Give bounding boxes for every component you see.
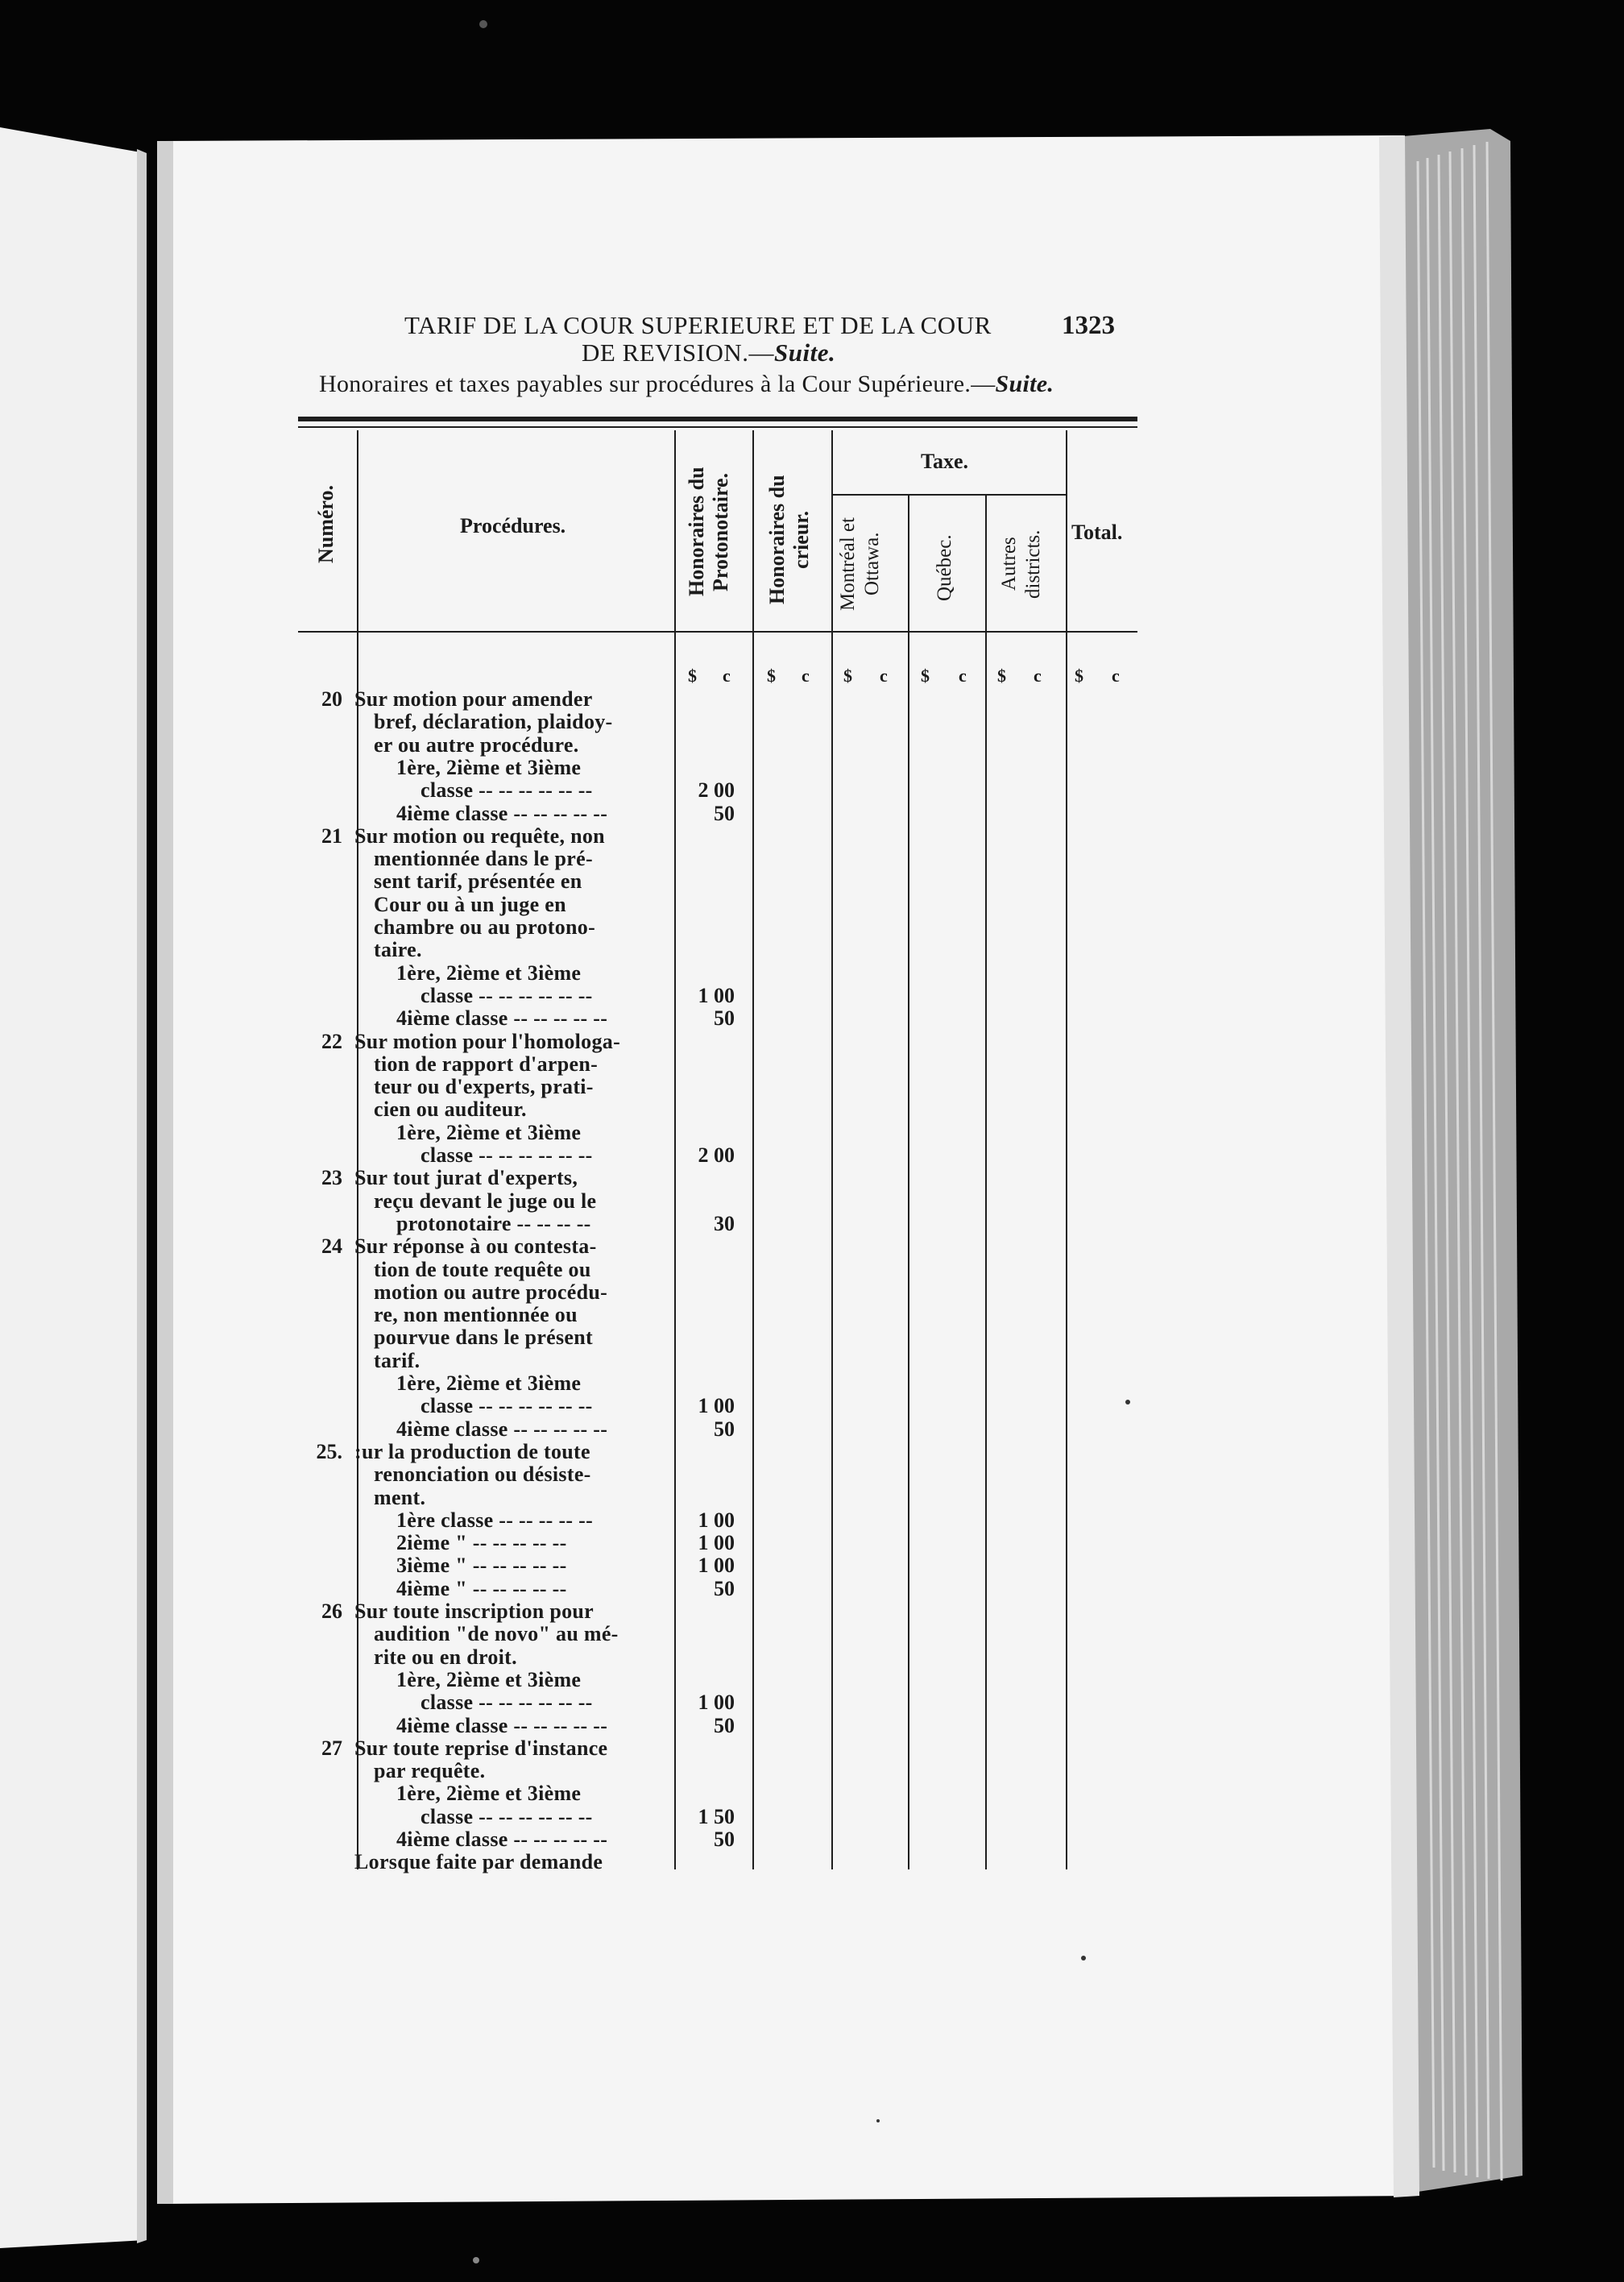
currency-cents: c xyxy=(880,666,888,686)
protonotaire-fee: 30 xyxy=(714,1211,735,1235)
procedure-line: 4ième classe -- -- -- -- -- xyxy=(396,1713,608,1737)
procedure-line: bref, déclaration, plaidoy- xyxy=(374,710,613,734)
procedure-line: pourvue dans le présent xyxy=(374,1326,593,1350)
table-subtitle xyxy=(319,371,1054,398)
page-number: 1323 xyxy=(1062,311,1115,340)
procedure-line: :ur la production de toute xyxy=(354,1439,590,1463)
procedure-line: protonotaire -- -- -- -- xyxy=(396,1211,591,1235)
row-number: 24 xyxy=(321,1234,342,1259)
row-number: 23 xyxy=(321,1166,342,1190)
procedure-line: 1ère, 2ième et 3ième xyxy=(396,1667,582,1691)
procedure-line: tion de rapport d'arpen- xyxy=(374,1052,599,1076)
row-number: 22 xyxy=(321,1029,342,1053)
procedure-line: 4ième classe -- -- -- -- -- xyxy=(396,1006,608,1031)
protonotaire-fee: 50 xyxy=(714,801,735,825)
procedure-line: sent tarif, présentée en xyxy=(374,869,582,894)
currency-cents: c xyxy=(723,666,731,686)
header-suite: Suite. xyxy=(774,338,836,367)
procedure-line: taire. xyxy=(374,938,422,962)
procedure-line: Sur tout jurat d'experts, xyxy=(354,1166,578,1190)
row-number: 27 xyxy=(321,1736,342,1760)
currency-dollar: $ xyxy=(843,666,852,686)
procedure-line: 1ère, 2ième et 3ième xyxy=(396,1371,582,1395)
procedure-line: par requête. xyxy=(374,1759,486,1783)
subtitle-suite: Suite. xyxy=(995,371,1054,397)
row-number: 26 xyxy=(321,1599,342,1623)
currency-dollar: $ xyxy=(1075,666,1083,686)
procedure-line: 1ère, 2ième et 3ième xyxy=(396,1782,582,1806)
procedure-line: er ou autre procédure. xyxy=(374,732,579,757)
running-header-line2 xyxy=(582,338,835,367)
protonotaire-fee: 50 xyxy=(714,1576,735,1600)
procedure-line: 1ère, 2ième et 3ième xyxy=(396,961,582,985)
row-number: 21 xyxy=(321,824,342,848)
header-quebec: Québec. xyxy=(934,534,955,602)
protonotaire-fee: 50 xyxy=(714,1006,735,1031)
header-procedures: Procédures. xyxy=(460,514,566,537)
procedure-line: 4ième classe -- -- -- -- -- xyxy=(396,1417,608,1441)
procedure-line: Sur motion pour amender xyxy=(354,687,593,711)
currency-cents: c xyxy=(1034,666,1042,686)
procedure-line: classe -- -- -- -- -- -- xyxy=(420,1691,593,1715)
procedure-line: 4ième classe -- -- -- -- -- xyxy=(396,801,608,825)
procedure-line: classe -- -- -- -- -- -- xyxy=(420,1394,593,1418)
protonotaire-fee: 1 00 xyxy=(698,1508,735,1532)
procedure-line: cien ou auditeur. xyxy=(374,1097,527,1122)
procedure-line: Lorsque faite par demande xyxy=(354,1850,603,1874)
currency-dollar: $ xyxy=(921,666,930,686)
currency-cents: c xyxy=(802,666,810,686)
procedure-line: audition "de novo" au mé- xyxy=(374,1622,619,1646)
procedure-line: Sur réponse à ou contesta- xyxy=(354,1234,597,1259)
protonotaire-fee: 50 xyxy=(714,1713,735,1737)
header-honoraires-crieur: Honoraires du crieur. xyxy=(765,475,813,605)
subtitle-main: Honoraires et taxes payables sur procédures à la Cour Supérieure.— xyxy=(319,371,996,397)
header-honoraires-protonotaire: Honoraires du Protonotaire. xyxy=(685,467,732,597)
procedure-line: 1ère classe -- -- -- -- -- xyxy=(396,1508,594,1532)
protonotaire-fee: 50 xyxy=(714,1417,735,1441)
procedure-line: classe -- -- -- -- -- -- xyxy=(420,1804,593,1828)
procedure-line: Sur toute reprise d'instance xyxy=(354,1736,608,1760)
running-header-line1: TARIF DE LA COUR SUPERIEURE ET DE LA COUR xyxy=(404,311,992,339)
protonotaire-fee: 1 50 xyxy=(698,1804,735,1828)
procedure-line: ment. xyxy=(374,1485,426,1509)
protonotaire-fee: 1 00 xyxy=(698,983,735,1007)
procedure-line: Sur toute inscription pour xyxy=(354,1599,594,1623)
protonotaire-fee: 1 00 xyxy=(698,1531,735,1555)
currency-cents: c xyxy=(1112,666,1120,686)
header-numero: Numéro. xyxy=(314,484,338,563)
procedure-line: 2ième " -- -- -- -- -- xyxy=(396,1531,567,1555)
procedure-line: motion ou autre procédu- xyxy=(374,1280,608,1304)
procedure-line: reçu devant le juge ou le xyxy=(374,1189,597,1213)
currency-cents: c xyxy=(959,666,967,686)
procedure-line: renonciation ou désiste- xyxy=(374,1463,591,1487)
currency-dollar: $ xyxy=(767,666,776,686)
procedure-line: 4ième " -- -- -- -- -- xyxy=(396,1576,567,1600)
procedure-line: classe -- -- -- -- -- -- xyxy=(420,983,593,1007)
procedure-line: 1ère, 2ième et 3ième xyxy=(396,1120,582,1144)
procedure-line: re, non mentionnée ou xyxy=(374,1303,578,1327)
header-total: Total. xyxy=(1071,521,1123,544)
row-number: 20 xyxy=(321,687,342,711)
protonotaire-fee: 2 00 xyxy=(698,1143,735,1167)
protonotaire-fee: 1 00 xyxy=(698,1394,735,1418)
procedure-line: Cour ou à un juge en xyxy=(374,892,566,916)
procedure-line: 3ième " -- -- -- -- -- xyxy=(396,1554,567,1578)
procedure-line: tarif. xyxy=(374,1348,420,1372)
procedure-line: chambre ou au protono- xyxy=(374,915,596,939)
procedure-line: teur ou d'experts, prati- xyxy=(374,1075,594,1099)
header-montreal-ottawa: Montréal et Ottawa. xyxy=(837,517,883,611)
procedure-line: tion de toute requête ou xyxy=(374,1257,591,1281)
row-number: 25. xyxy=(316,1439,342,1463)
procedure-line: 4ième classe -- -- -- -- -- xyxy=(396,1828,608,1851)
procedure-line: Sur motion ou requête, non xyxy=(354,824,605,848)
header-line2-main: DE REVISION.— xyxy=(582,338,774,367)
procedure-line: mentionnée dans le pré- xyxy=(374,847,593,871)
procedure-line: 1ère, 2ième et 3ième xyxy=(396,755,582,779)
procedure-line: rite ou en droit. xyxy=(374,1645,517,1669)
currency-dollar: $ xyxy=(688,666,697,686)
currency-dollar: $ xyxy=(997,666,1006,686)
procedure-line: Sur motion pour l'homologa- xyxy=(354,1029,621,1053)
protonotaire-fee: 1 00 xyxy=(698,1554,735,1578)
protonotaire-fee: 1 00 xyxy=(698,1691,735,1715)
header-taxe: Taxe. xyxy=(921,450,968,473)
protonotaire-fee: 50 xyxy=(714,1828,735,1851)
header-autres-districts: Autres districts. xyxy=(998,529,1044,599)
protonotaire-fee: 2 00 xyxy=(698,778,735,803)
procedure-line: classe -- -- -- -- -- -- xyxy=(420,1143,593,1167)
procedure-line: classe -- -- -- -- -- -- xyxy=(420,778,593,803)
